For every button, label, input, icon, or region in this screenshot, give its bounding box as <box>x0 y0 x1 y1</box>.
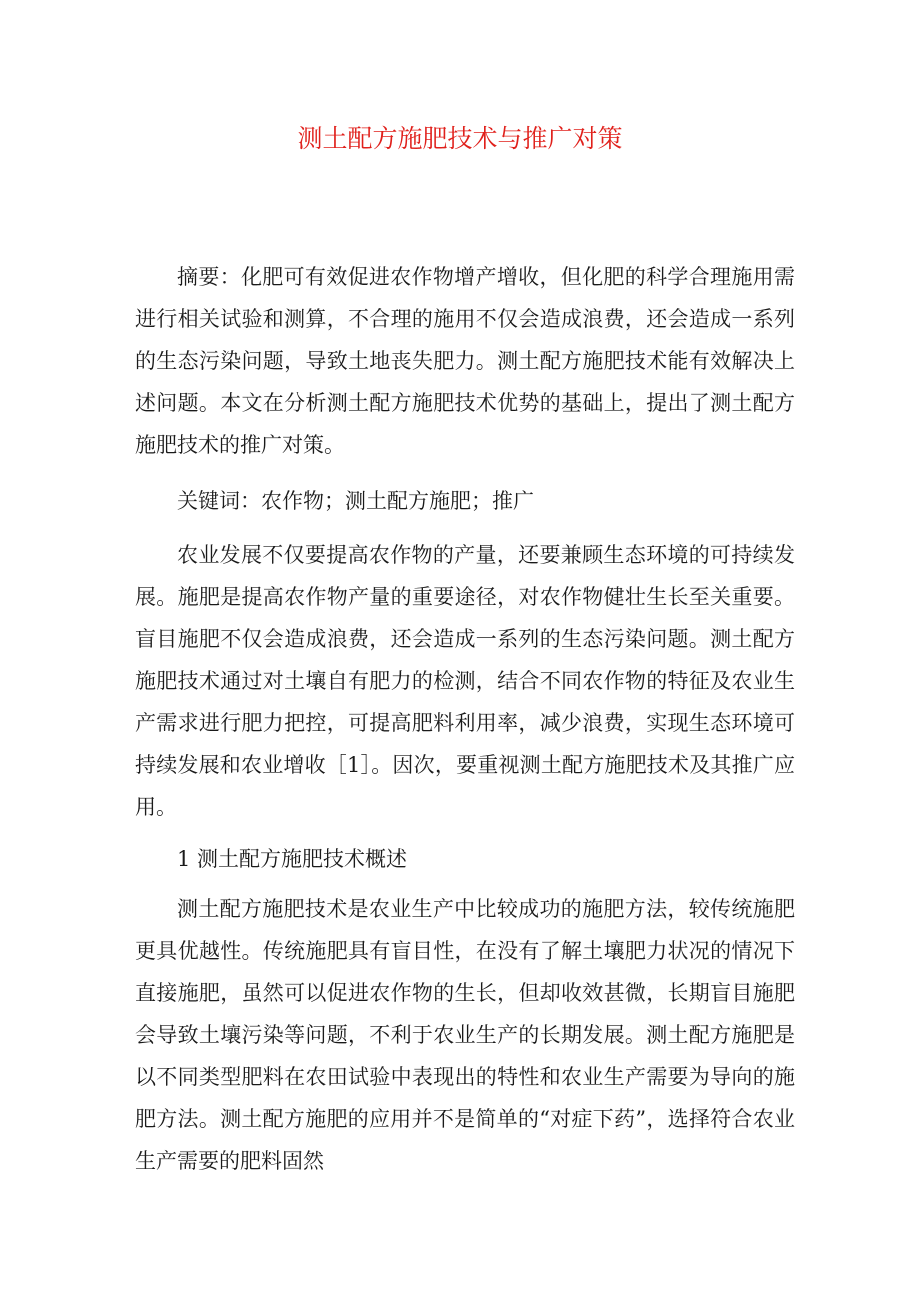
abstract-paragraph: 摘要：化肥可有效促进农作物增产增收，但化肥的科学合理施用需进行相关试验和测算，不合理的施用不仅会造成浪费，还会造成一系列的生态污染问题，导致土地丧失肥力。测土配方施肥技术能有效解决上述问题。本文在分析测土配方施肥技术优势的基础上，提出了测土配方施肥技术的推广对策。 <box>135 265 795 457</box>
intro-paragraph: 农业发展不仅要提高农作物的产量，还要兼顾生态环境的可持续发展。施肥是提高农作物产量的重要途径，对农作物健壮生长至关重要。盲目施肥不仅会造成浪费，还会造成一系列的生态污染问题。测土配方施肥技术通过对土壤自有肥力的检测，结合不同农作物的特征及农业生产需求进行肥力把控，可提高肥料利用率，减少浪费，实现生态环境可持续发展和农业增收［1］。因次，要重视测土配方施肥技术及其推广应用。 <box>135 543 795 819</box>
document-title: 测土配方施肥技术与推广对策 <box>297 124 623 153</box>
keywords-line: 关键词：农作物；测土配方施肥；推广 <box>177 489 534 513</box>
section-1-paragraph: 测土配方施肥技术是农业生产中比较成功的施肥方法，较传统施肥更具优越性。传统施肥具有盲目性，在没有了解土壤肥力状况的情况下直接施肥，虽然可以促进农作物的生长，但却收效甚微，长期盲目施肥会导致土壤污染等问题，不利于农业生产的长期发展。测土配方施肥是以不同类型肥料在农田试验中表现出的特性和农业生产需要为导向的施肥方法。测土配方施肥的应用并不是简单的“对症下药”，选择符合农业生产需要的肥料固然 <box>135 897 795 1173</box>
document-body <box>135 256 795 1182</box>
section-1-heading: 1 测土配方施肥技术概述 <box>177 847 408 871</box>
